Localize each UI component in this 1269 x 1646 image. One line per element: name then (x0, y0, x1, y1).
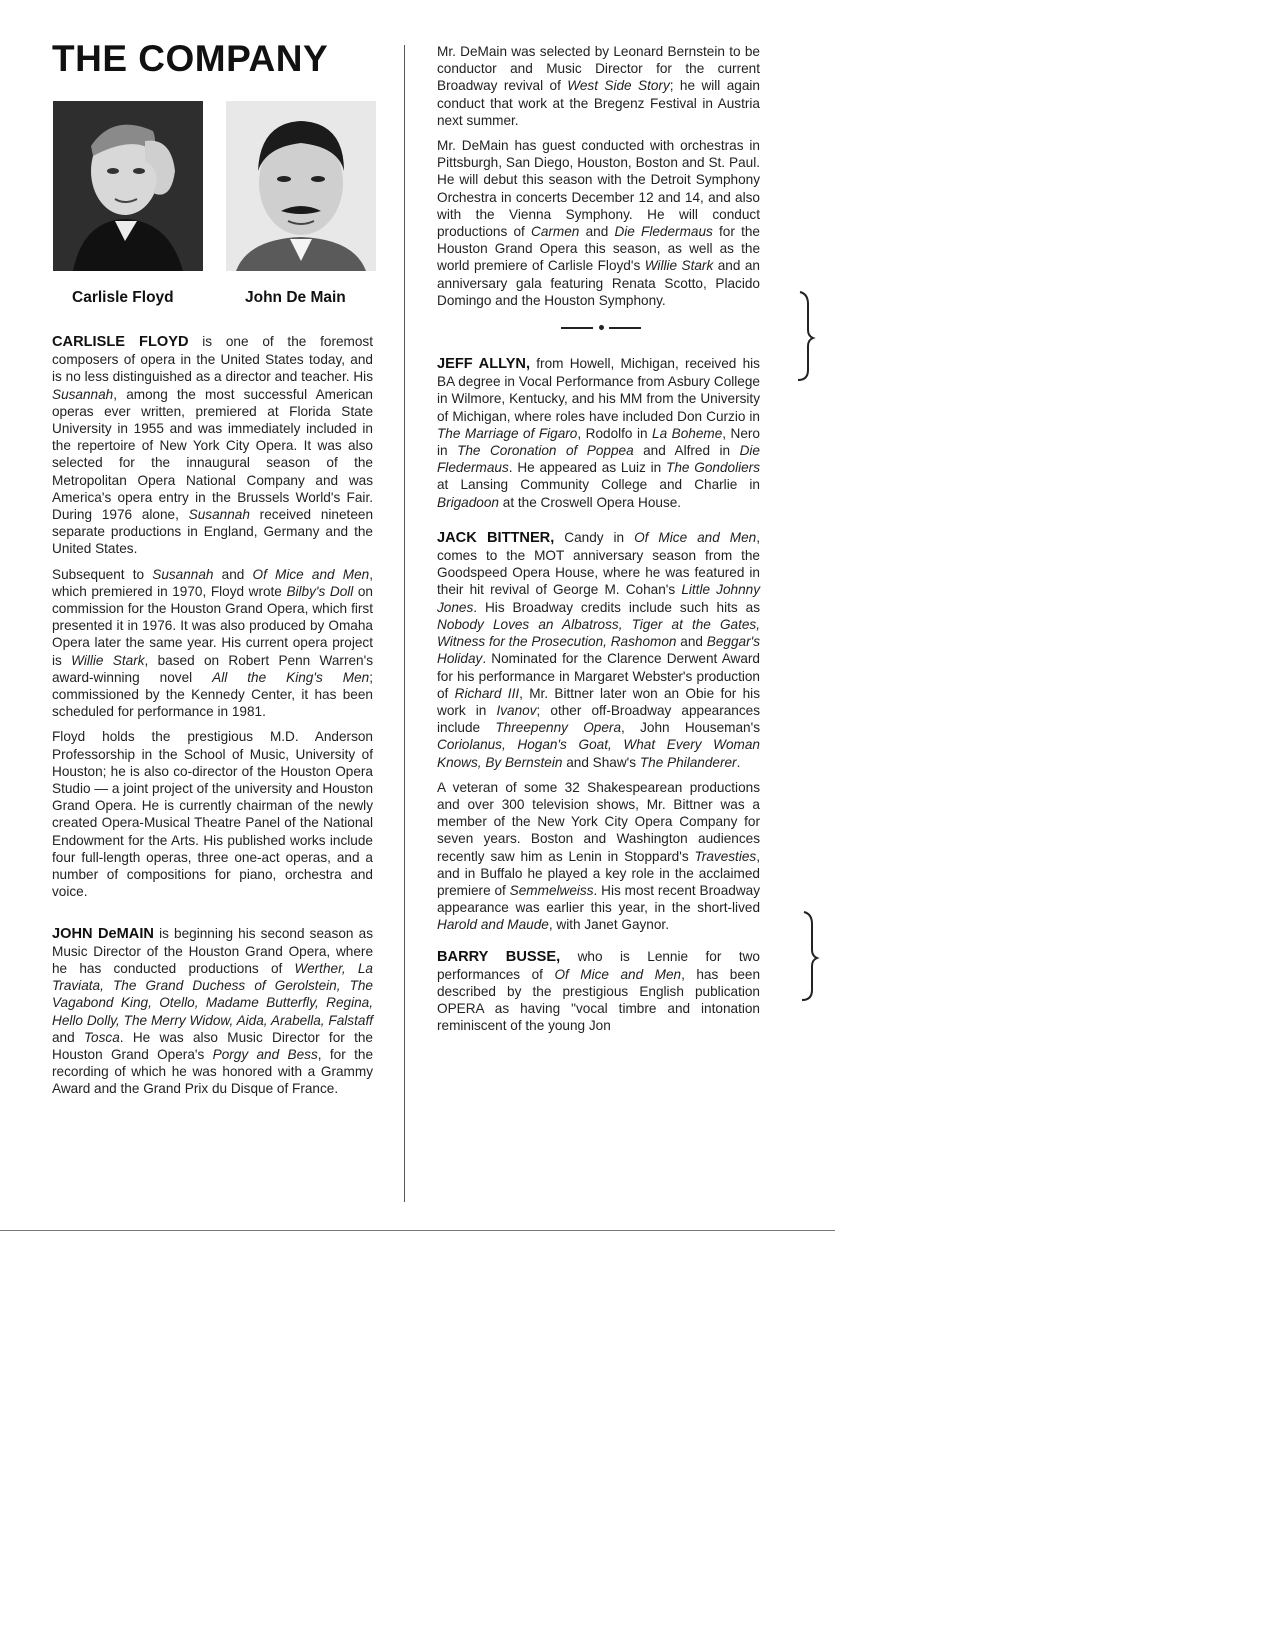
text-run: , Nero in (437, 425, 760, 459)
title-run: Of Mice and Men (252, 566, 370, 582)
text-run: Subsequent to (52, 566, 153, 582)
text-run: on commission for the Houston Grand Opera, which first presented it in 1976. It was also produced by Omaha Opera later the same year. His current opera project is (52, 583, 373, 668)
ornament-line-right (609, 327, 641, 329)
name-barry-busse: BARRY BUSSE, (437, 948, 561, 965)
text-run: Candy in (554, 529, 635, 545)
bottom-rule (0, 1230, 835, 1231)
title-run: La Boheme (652, 425, 723, 441)
text-run: received nineteen separate productions in England, Germany and the United States. (52, 507, 374, 557)
page-title: THE COMPANY (52, 38, 329, 79)
text-run: Mr. DeMain was selected by Leonard Bernstein to be conductor and Music Director for the current Broadway revival of (437, 44, 760, 94)
carlisle-floyd-photo (53, 101, 203, 271)
paragraph-floyd-2 (52, 566, 373, 721)
name-jack-bittner: JACK BITTNER, (437, 529, 555, 546)
paragraph-floyd-1 (52, 333, 373, 558)
name-carlisle-floyd: CARLISLE FLOYD (52, 334, 189, 350)
title-run: Tosca (83, 1029, 120, 1045)
title-run: The Philanderer (639, 754, 737, 770)
title-run: Willie Stark (644, 258, 714, 274)
column-divider (404, 45, 405, 1202)
right-column (437, 43, 760, 1043)
text-run: and (213, 566, 253, 582)
title-run: Die Fledermaus (614, 224, 713, 240)
left-column (52, 333, 373, 1106)
title-run: Bilby's Doll (286, 583, 354, 599)
text-run: , and in Buffalo he played a key role in the acclaimed premiere of (437, 848, 760, 898)
text-run: . He appeared as Luiz in (508, 460, 667, 476)
paragraph-bittner-1 (437, 529, 760, 771)
text-run: , which premiered in 1970, Floyd wrote (52, 566, 373, 599)
title-run: Harold and Maude (437, 917, 549, 933)
text-run: and (676, 634, 707, 650)
ornament-line-left (561, 327, 593, 329)
name-john-demain: JOHN DeMAIN (52, 925, 154, 942)
text-run: , among the most successful American operas ever written, premiered at Florida State University in 1955 and was immediately included in the repertoire of New York City Opera. It was also selected for the innaugural season of the Metropolitan Opera National Company and was America's opera entry in the Brussels World's Fair. During 1976 alone, (52, 386, 373, 523)
title-run: Porgy and Bess (212, 1046, 318, 1062)
title-run: The Marriage of Figaro (437, 425, 578, 441)
text-run: and Alfred in (633, 443, 740, 459)
title-run: Semmelweiss (509, 882, 594, 898)
text-run: who is Lennie for two performances of (437, 948, 760, 982)
text-run: , Mr. Bittner later won an Obie for his work in (437, 685, 760, 718)
title-run: The Gondoliers (666, 460, 760, 476)
text-run: , Rodolfo in (577, 425, 653, 441)
name-jeff-allyn: JEFF ALLYN, (437, 356, 531, 373)
title-run: Travesties (694, 848, 757, 864)
title-run: Coriolanus, Hogan's Goat, What Every Woman Knows, By Bernstein (437, 737, 760, 770)
text-run: is one of the foremost composers of opera in the United States today, and is no less distinguished as a director and teacher. His (52, 334, 373, 385)
text-run: and an anniversary gala featuring Renata Scotto, Placido Domingo and the Houston Symphony. (437, 258, 760, 308)
text-run: , has been described by the prestigious English publication OPERA as having "vocal timbre and intonation reminiscent of the young Jon (437, 966, 761, 1034)
text-run: . His most recent Broadway appearance was earlier this year, in the short-lived (437, 882, 760, 916)
title-run: The Coronation of Poppea (457, 443, 634, 459)
paragraph-allyn-1 (437, 355, 760, 511)
paragraph-demain-3 (437, 137, 760, 309)
john-demain-photo (226, 101, 376, 271)
margin-bracket-mark (796, 290, 820, 382)
title-run: Beggar's Holiday (437, 634, 760, 667)
text-run: and Shaw's (562, 754, 640, 770)
text-run: and (579, 224, 615, 240)
text-run: for the Houston Grand Opera this season, as well as the world premiere of Carlisle Floyd's (437, 224, 760, 274)
title-run: Susannah (52, 386, 114, 402)
paragraph-demain-1 (52, 925, 373, 1098)
margin-bracket-mark (800, 910, 824, 1002)
text-run: , with Janet Gaynor. (548, 917, 669, 933)
title-run: Carmen (531, 224, 580, 240)
title-run: Of Mice and Men (554, 966, 682, 982)
text-run: , for the recording of which he was honored with a Grammy Award and the Grand Prix du Disque of France. (52, 1046, 374, 1097)
text-run: , comes to the MOT anniversary season from the Goodspeed Opera House, where he was featured in their hit revival of George M. Cohan's (437, 529, 760, 598)
text-run: , John Houseman's (621, 720, 760, 736)
title-run: Richard III (454, 685, 520, 701)
title-run: Little Johnny Jones (437, 582, 761, 615)
text-run: is beginning his second season as Music Director of the Houston Grand Opera, where he has conducted productions of (52, 925, 374, 976)
title-run: Willie Stark (71, 652, 145, 668)
title-run: Die Fledermaus (437, 443, 760, 476)
caption-carlisle-floyd: Carlisle Floyd (72, 289, 174, 306)
text-run: , based on Robert Penn Warren's award-winning novel (52, 652, 373, 685)
title-run: West Side Story (567, 78, 670, 94)
section-ornament (437, 319, 760, 337)
paragraph-busse-1 (437, 948, 760, 1035)
text-run: and (52, 1029, 84, 1045)
text-run: ; other off-Broadway appearances include (437, 702, 760, 736)
title-run: Susannah (188, 507, 250, 523)
text-run: A veteran of some 32 Shakespearean productions and over 300 television shows, Mr. Bittner was a member of the New York City Opera Company for seven years. Boston and Washington audiences recently saw him as Lenin in Stoppard's (437, 779, 760, 864)
title-run: Nobody Loves an Albatross, Tiger at the Gates, Witness for the Prosecution, Rashomon (437, 616, 760, 650)
ornament-dot (599, 325, 604, 330)
title-run: Werther, La Traviata, The Grand Duchess of Gerolstein, The Vagabond King, Otello, Madame Butterfly, Regina, Hello Dolly, The Merry Widow, Aida, Arabella, Falstaff (52, 960, 373, 1028)
text-run: . (736, 754, 741, 770)
title-run: Susannah (152, 566, 214, 582)
title-run: Brigadoon (437, 494, 499, 510)
text-run: at Lansing Community College and Charlie in (437, 477, 760, 493)
paragraph-bittner-2 (437, 779, 760, 934)
paragraph-floyd-3: Floyd holds the prestigious M.D. Anderson Professorship in the School of Music, University of Houston; he is also co-director of the Houston Opera Studio — a joint project of the university and Houston Grand Opera. He is currently chairman of the newly created Opera-Musical Theatre Panel of the National Endowment for the Arts. His published works include four full-length operas, three one-act operas, and a number of compositions for piano, orchestra and voice. (52, 729, 373, 900)
paragraph-demain-2 (437, 43, 760, 129)
caption-john-demain: John De Main (245, 289, 346, 306)
title-run: Threepenny Opera (495, 720, 622, 736)
text-run: Mr. DeMain has guest conducted with orchestras in Pittsburgh, San Diego, Houston, Boston and St. Paul. He will debut this season with the Detroit Symphony Orchestra in concerts December 12 and 14, and also with the Vienna Symphony. He will conduct productions of (437, 138, 760, 240)
text-run: at the Croswell Opera House. (498, 494, 682, 510)
title-run: Ivanov (496, 702, 537, 718)
title-run: Of Mice and Men (634, 529, 757, 545)
text-run: . He was also Music Director for the Houston Grand Opera's (52, 1029, 373, 1062)
text-run: from Howell, Michigan, received his BA degree in Vocal Performance from Asbury College in Wilmore, Kentucky, and his MM from the University of Michigan, where roles have included Don Curzio in (437, 356, 760, 424)
text-run: ; he will again conduct that work at the Bregenz Festival in Austria next summer. (437, 78, 760, 128)
title-run: All the King's Men (212, 669, 370, 685)
text-run: . Nominated for the Clarence Derwent Award for his performance in Margaret Webster's production of (437, 651, 760, 701)
text-run: . His Broadway credits include such hits as (473, 599, 760, 615)
text-run: ; commissioned by the Kennedy Center, it has been scheduled for performance in 1981. (52, 669, 373, 720)
